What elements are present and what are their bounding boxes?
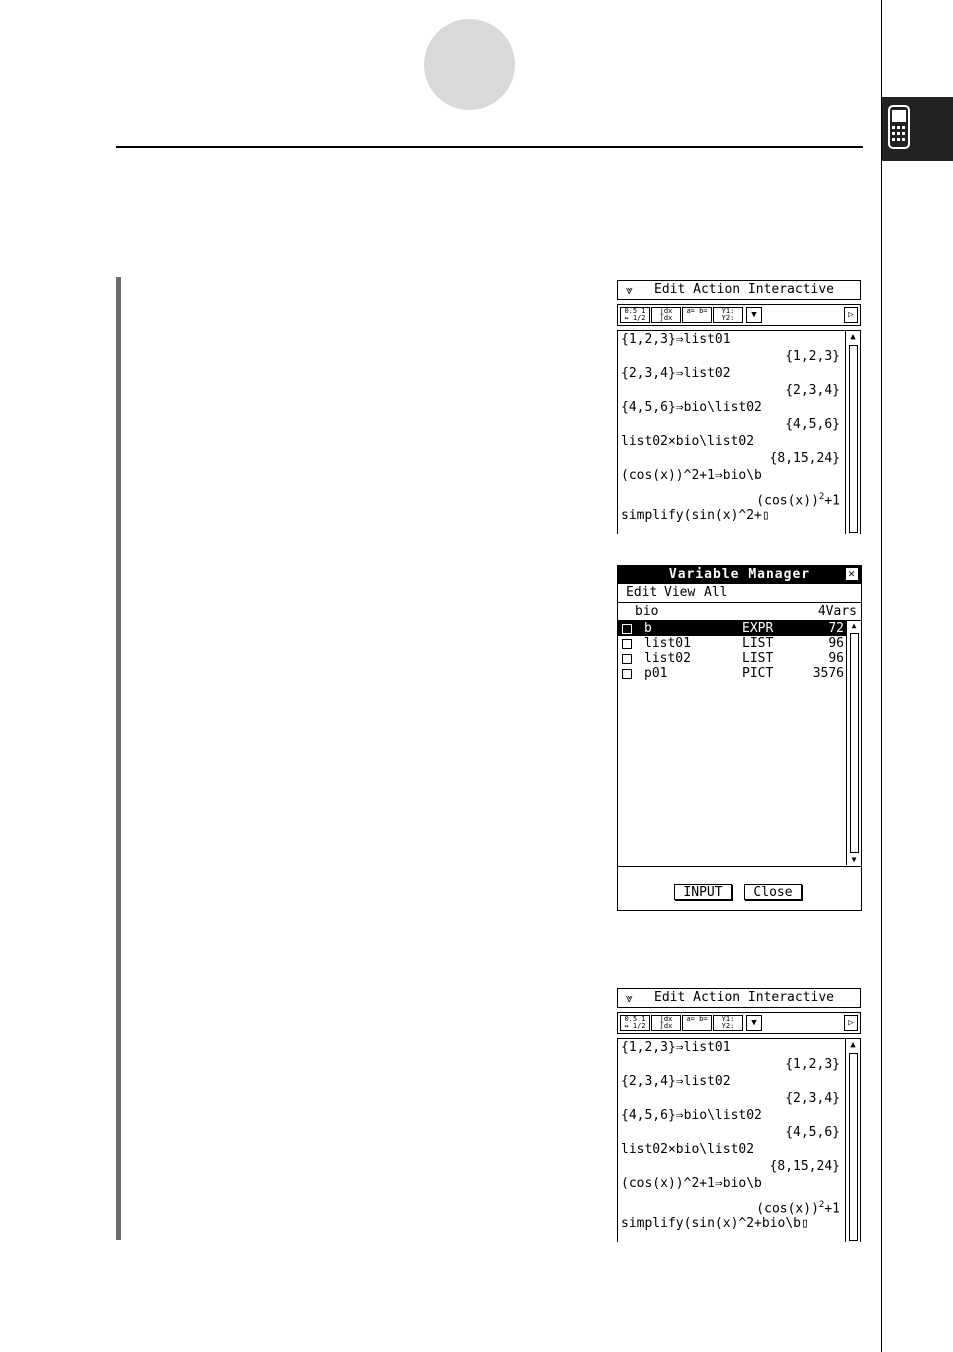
close-icon[interactable]: ✕: [846, 568, 858, 580]
variable-row[interactable]: [618, 651, 846, 666]
scroll-up-icon[interactable]: ▲: [850, 1040, 856, 1050]
dialog-menu: [618, 584, 861, 603]
close-button[interactable]: Close: [744, 884, 802, 900]
folder-name: bio: [635, 604, 659, 619]
variable-size: 96: [828, 636, 844, 651]
input-line: [621, 1074, 731, 1090]
output-line: [785, 1091, 840, 1107]
input-button[interactable]: INPUT: [674, 884, 732, 900]
checkbox[interactable]: [622, 654, 632, 664]
menu-items[interactable]: Edit Action Interactive: [654, 990, 835, 1005]
line-text: simplify(sin(x)^2+▯: [621, 508, 770, 523]
line-text: {4,5,6}: [785, 417, 840, 432]
variable-type: PICT: [742, 666, 774, 681]
line-text: {2,3,4}⇒list02: [621, 366, 731, 381]
header-rule: [116, 146, 863, 148]
variable-type: LIST: [742, 636, 774, 651]
line-text: {1,2,3}⇒list01: [621, 332, 731, 347]
line-text: {1,2,3}: [785, 1057, 840, 1072]
input-line: [621, 366, 731, 382]
work-area[interactable]: [617, 330, 861, 534]
main-screen-1: [617, 280, 861, 533]
input-line: [621, 332, 731, 348]
scroll-track[interactable]: [849, 345, 858, 533]
work-area[interactable]: [617, 1038, 861, 1242]
menu-chevron-icon[interactable]: ⩔: [626, 283, 633, 297]
line-text: {2,3,4}: [785, 1091, 840, 1106]
output-line: [785, 417, 840, 433]
scroll-up-icon[interactable]: ▲: [850, 332, 856, 342]
input-line: [621, 400, 762, 416]
variable-type: LIST: [742, 651, 774, 666]
variable-name: p01: [644, 666, 668, 681]
line-text: {2,3,4}: [785, 383, 840, 398]
menu-view[interactable]: View: [664, 585, 696, 600]
chapter-circle: [424, 19, 515, 110]
input-line: [621, 508, 770, 524]
input-line: [621, 1216, 809, 1232]
variable-row[interactable]: [618, 666, 846, 681]
line-text: list02×bio\list02: [621, 434, 755, 449]
variable-name: list01: [644, 636, 691, 651]
variable-name: b: [644, 621, 652, 636]
output-line: [770, 451, 840, 467]
menu-items[interactable]: Edit Action Interactive: [654, 282, 835, 297]
line-text: {8,15,24}: [769, 451, 840, 466]
input-line: [621, 1108, 762, 1124]
scrollbar[interactable]: [846, 621, 861, 865]
line-exponent: 2: [818, 1200, 825, 1210]
toolbar-dropdown-icon[interactable]: ▼: [746, 1015, 762, 1031]
output-line: [770, 1159, 840, 1175]
variable-row[interactable]: [618, 636, 846, 651]
scroll-track[interactable]: [849, 1053, 858, 1241]
variable-size: 72: [828, 621, 844, 636]
scrollbar[interactable]: [845, 331, 860, 534]
calculator-icon: [888, 105, 910, 149]
variable-count: 4Vars: [817, 604, 857, 619]
menu-bar[interactable]: [617, 280, 861, 300]
line-text: simplify(sin(x)^2+bio\b▯: [621, 1216, 809, 1231]
toolbar-next-icon[interactable]: ▷: [844, 307, 858, 323]
line-text: {4,5,6}: [785, 1125, 840, 1140]
toolbar-fraction-button[interactable]: 0.5 1 ↔ 1/2: [620, 307, 650, 323]
checkbox[interactable]: [622, 624, 632, 634]
input-line: [621, 468, 762, 484]
folder-header: [618, 604, 861, 621]
checkbox[interactable]: [622, 639, 632, 649]
menu-bar[interactable]: [617, 988, 861, 1008]
variable-size: 3576: [812, 666, 844, 681]
line-text: (cos(x))^2+1⇒bio\b: [621, 1176, 762, 1191]
input-line: [621, 1142, 754, 1158]
scroll-track[interactable]: [850, 633, 859, 853]
line-tail: +1: [824, 493, 840, 509]
toolbar-graph-button[interactable]: Y1: Y2:: [713, 307, 743, 323]
output-line: [785, 1057, 840, 1073]
toolbar-integral-button[interactable]: ∫dx ∫dx: [651, 307, 681, 323]
toolbar-graph-button[interactable]: Y1: Y2:: [713, 1015, 743, 1031]
variable-size: 96: [828, 651, 844, 666]
variable-row[interactable]: [618, 621, 846, 636]
line-exponent: 2: [818, 492, 825, 502]
scroll-down-icon[interactable]: ▼: [851, 855, 857, 864]
output-line: [785, 349, 840, 365]
line-text: {4,5,6}⇒bio\list02: [621, 1108, 762, 1123]
dialog-buttons: [618, 866, 861, 911]
dialog-title: [618, 566, 861, 584]
output-line: [785, 383, 840, 399]
toolbar: [617, 304, 861, 326]
chapter-tab: [882, 97, 953, 161]
margin-line: [881, 0, 882, 1352]
line-text: {4,5,6}⇒bio\list02: [621, 400, 762, 415]
scroll-up-icon[interactable]: ▲: [851, 621, 857, 630]
output-line: [756, 1197, 840, 1217]
toolbar-assign-button[interactable]: a= b=: [682, 1015, 712, 1031]
toolbar: [617, 1012, 861, 1034]
line-text: list02×bio\list02: [621, 1142, 755, 1157]
scrollbar[interactable]: [845, 1039, 860, 1242]
line-text: {8,15,24}: [769, 1159, 840, 1174]
toolbar-dropdown-icon[interactable]: ▼: [746, 307, 762, 323]
menu-all[interactable]: All: [704, 585, 728, 600]
variable-name: list02: [644, 651, 691, 666]
main-screen-2: [617, 988, 861, 1240]
toolbar-assign-button[interactable]: a= b=: [682, 307, 712, 323]
section-bar: [116, 277, 121, 1240]
input-line: [621, 1176, 762, 1192]
input-line: [621, 1040, 731, 1056]
input-line: [621, 434, 754, 450]
line-text: (cos(x)): [756, 1201, 819, 1217]
line-text: {1,2,3}: [785, 349, 840, 364]
menu-edit[interactable]: Edit: [626, 585, 658, 600]
output-line: [756, 489, 840, 509]
dialog-title-text: Variable Manager: [668, 567, 811, 582]
line-text: (cos(x)): [756, 493, 819, 509]
variable-type: EXPR: [742, 621, 774, 636]
toolbar-fraction-button[interactable]: 0.5 1 ↔ 1/2: [620, 1015, 650, 1031]
toolbar-next-icon[interactable]: ▷: [844, 1015, 858, 1031]
checkbox[interactable]: [622, 669, 632, 679]
variable-manager-dialog: [617, 565, 862, 911]
output-line: [785, 1125, 840, 1141]
line-tail: +1: [824, 1201, 840, 1217]
menu-chevron-icon[interactable]: ⩔: [626, 991, 633, 1005]
toolbar-integral-button[interactable]: ∫dx ∫dx: [651, 1015, 681, 1031]
line-text: {1,2,3}⇒list01: [621, 1040, 731, 1055]
line-text: (cos(x))^2+1⇒bio\b: [621, 468, 762, 483]
line-text: {2,3,4}⇒list02: [621, 1074, 731, 1089]
